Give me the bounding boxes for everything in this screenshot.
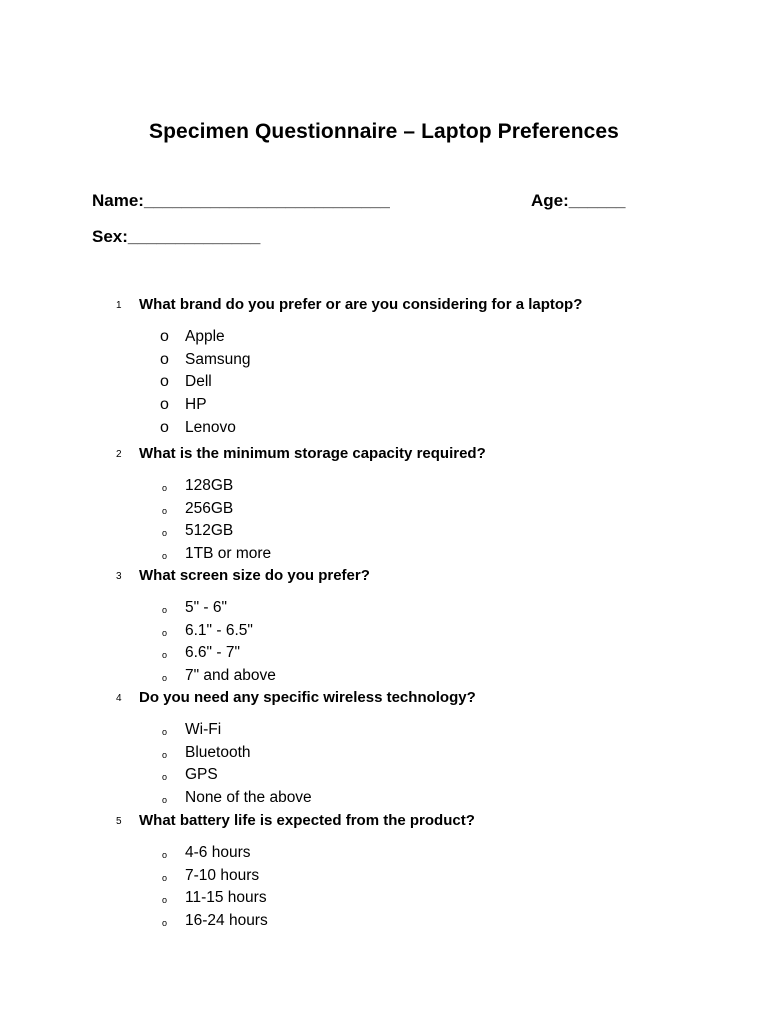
hollow-bullet-icon: o (162, 918, 168, 929)
option-label: 6.6" - 7" (185, 644, 240, 662)
age-field[interactable]: Age:______ (531, 191, 626, 210)
hollow-bullet-icon: o (162, 528, 168, 539)
hollow-bullet-icon: o (160, 350, 169, 368)
option-item[interactable] (0, 419, 768, 442)
hollow-bullet-icon: o (162, 795, 168, 806)
option-label: Bluetooth (185, 743, 251, 761)
option-label: HP (185, 396, 207, 414)
option-item[interactable] (0, 744, 768, 767)
option-label: Samsung (185, 350, 251, 368)
option-item[interactable] (0, 644, 768, 667)
option-label: 1TB or more (185, 545, 272, 563)
hollow-bullet-icon: o (162, 483, 168, 493)
option-label: 11-15 hours (185, 889, 267, 907)
option-list (0, 477, 768, 568)
option-list (0, 721, 768, 812)
option-label: 6.1" - 6.5" (185, 621, 253, 639)
option-item[interactable] (0, 599, 768, 622)
hollow-bullet-icon: o (160, 396, 169, 414)
hollow-bullet-icon: o (162, 895, 168, 906)
hollow-bullet-icon: o (162, 772, 168, 783)
option-item[interactable] (0, 721, 768, 744)
hollow-bullet-icon: o (162, 850, 168, 860)
hollow-bullet-icon: o (160, 328, 169, 345)
option-item[interactable] (0, 622, 768, 645)
option-item[interactable] (0, 889, 768, 912)
hollow-bullet-icon: o (162, 727, 168, 737)
page-title: Specimen Questionnaire – Laptop Preferences (149, 120, 619, 143)
name-field[interactable]: Name:__________________________ (92, 191, 390, 210)
option-label: Wi-Fi (185, 721, 222, 738)
hollow-bullet-icon: o (162, 605, 168, 615)
option-label: Lenovo (185, 418, 236, 436)
option-item[interactable] (0, 912, 768, 935)
option-label: GPS (185, 766, 218, 784)
hollow-bullet-icon: o (160, 418, 169, 436)
option-label: 7" and above (185, 667, 276, 685)
option-label: 5" - 6" (185, 599, 228, 616)
option-item[interactable] (0, 667, 768, 690)
option-item[interactable] (0, 766, 768, 789)
option-label: 256GB (185, 499, 234, 517)
question-text: Do you need any specific wireless technology? (139, 689, 476, 706)
option-label: Dell (185, 373, 212, 391)
option-label: None of the above (185, 789, 312, 807)
hollow-bullet-icon: o (162, 673, 168, 684)
option-item[interactable] (0, 545, 768, 568)
hollow-bullet-icon: o (162, 749, 168, 760)
option-label: 16-24 hours (185, 912, 268, 930)
option-list (0, 328, 768, 441)
option-item[interactable] (0, 522, 768, 545)
question-text: What is the minimum storage capacity required? (139, 445, 486, 462)
question-number: 4 (116, 693, 122, 704)
option-label: 7-10 hours (185, 866, 260, 884)
option-label: 4-6 hours (185, 844, 251, 861)
hollow-bullet-icon: o (162, 627, 168, 638)
option-item[interactable] (0, 351, 768, 374)
question-number: 2 (116, 449, 122, 460)
question-number: 1 (116, 300, 122, 311)
option-item[interactable] (0, 867, 768, 890)
hollow-bullet-icon: o (162, 650, 168, 661)
option-item[interactable] (0, 328, 768, 351)
question-number: 5 (116, 816, 122, 827)
hollow-bullet-icon: o (162, 551, 168, 562)
hollow-bullet-icon: o (160, 373, 169, 391)
option-list (0, 844, 768, 935)
hollow-bullet-icon: o (162, 505, 168, 516)
question-number: 3 (116, 571, 122, 582)
option-item[interactable] (0, 396, 768, 419)
option-label: 512GB (185, 522, 234, 540)
option-item[interactable] (0, 373, 768, 396)
option-list (0, 599, 768, 690)
option-item[interactable] (0, 500, 768, 523)
option-item[interactable] (0, 844, 768, 867)
option-label: 128GB (185, 477, 234, 494)
hollow-bullet-icon: o (162, 872, 168, 883)
option-item[interactable] (0, 477, 768, 500)
option-label: Apple (185, 328, 225, 345)
question-text: What screen size do you prefer? (139, 567, 370, 584)
question-text: What brand do you prefer or are you considering for a laptop? (139, 296, 583, 313)
option-item[interactable] (0, 789, 768, 812)
question-text: What battery life is expected from the product? (139, 812, 475, 829)
sex-field[interactable]: Sex:______________ (92, 227, 261, 246)
